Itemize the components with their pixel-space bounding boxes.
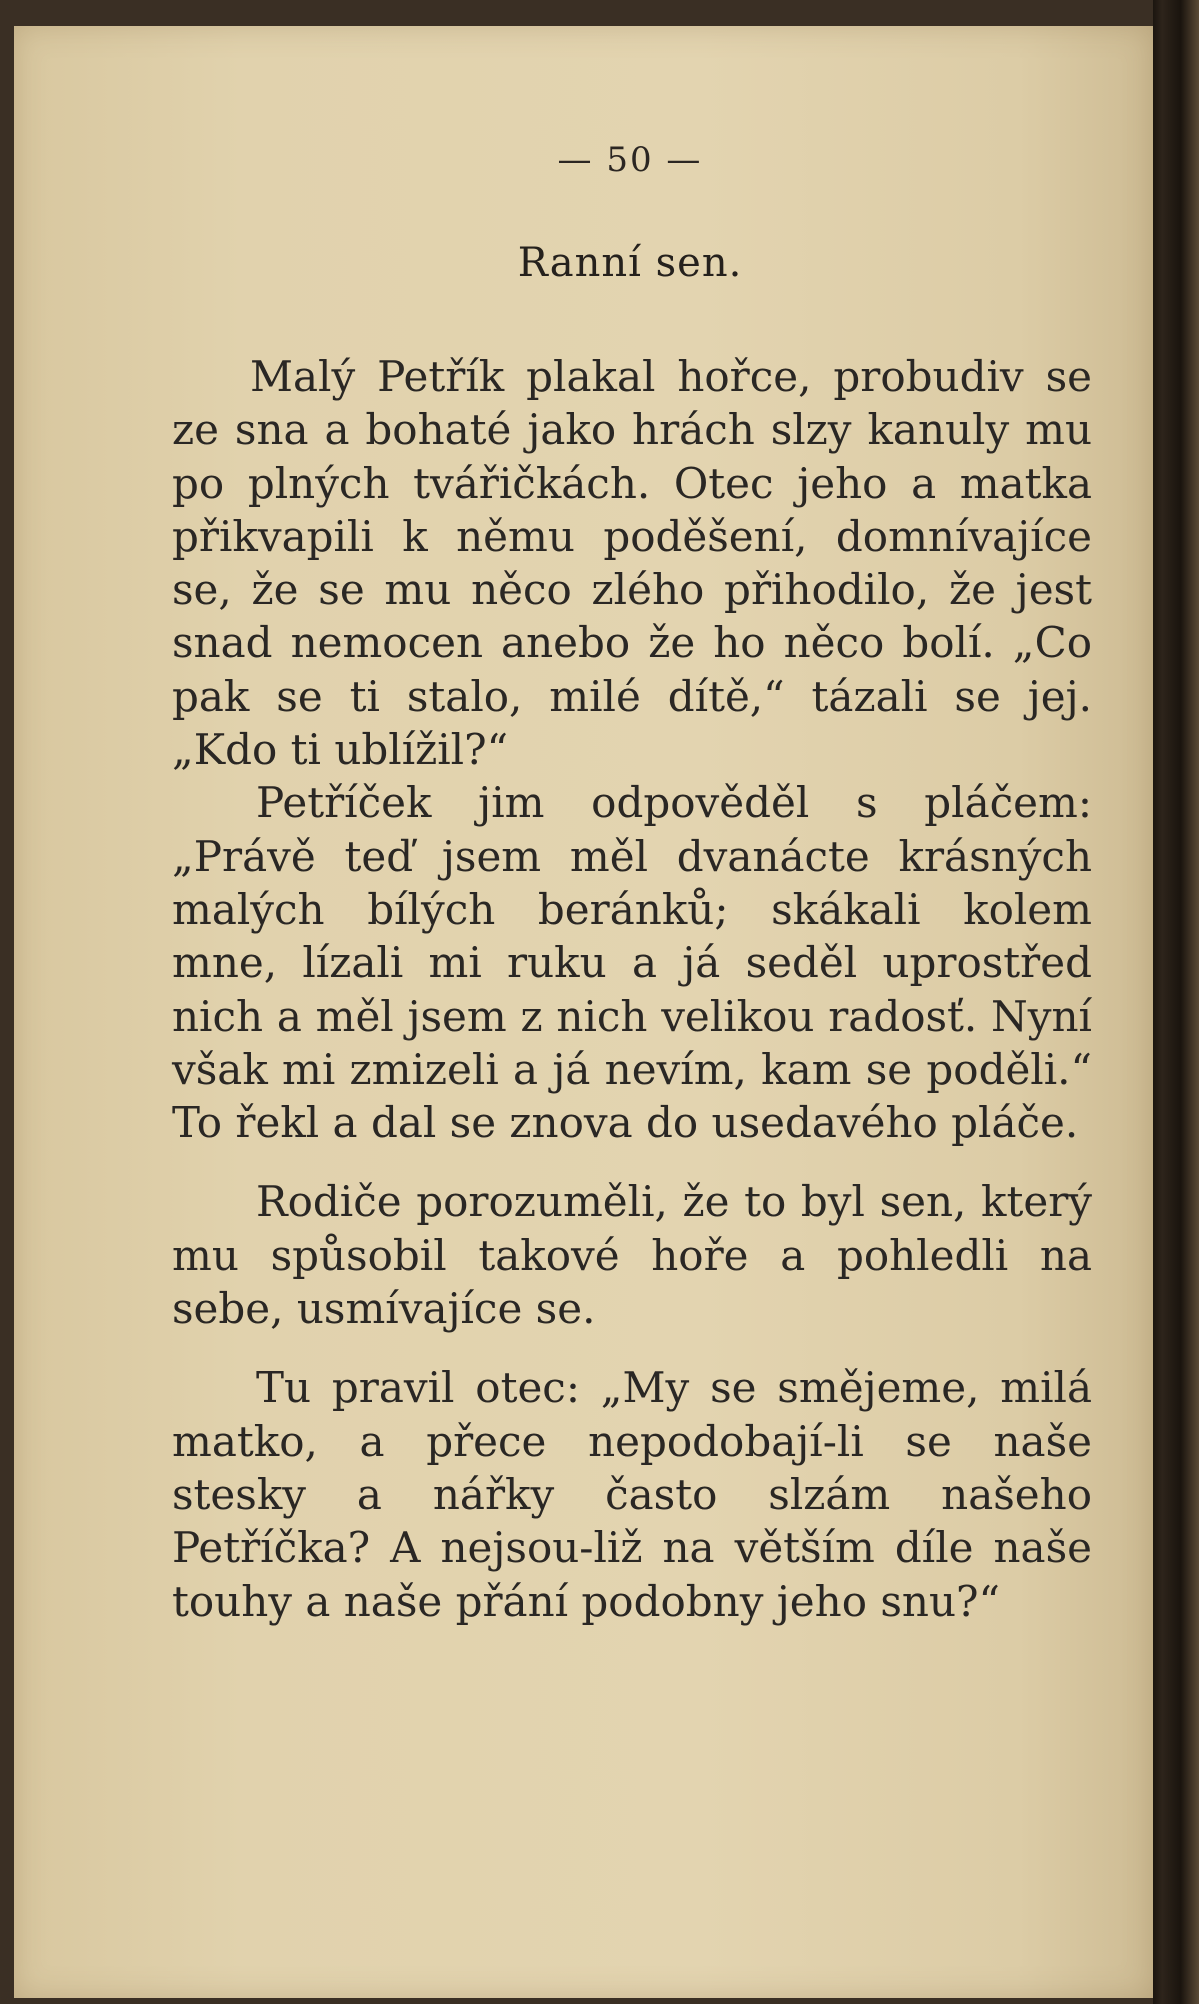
paragraph-1: Malý Petřík plakal hořce, probudiv se ze sna a bohaté jako hrách slzy kanuly mu po plných tvářičkách. Otec jeho a matka přikvapili k němu poděšení, domnívajíce se, že se mu něco zlého přihodilo, že jest snad nemocen anebo že ho něco bolí. „Co pak se ti stalo, milé dítě,“ tázali se jej. „Kdo ti ublížil?“ bbox=[172, 352, 1092, 775]
paragraph-4: Tu pravil otec: „My se smějeme, milá matko, a přece nepodobají-li se naše stesky a nářky často slzám našeho Petříčka? A nejsou-liž na větším díle naše touhy a naše přání podobny jeho snu?“ bbox=[172, 1363, 1092, 1626]
paragraph-3: Rodiče porozuměli, že to byl sen, který mu spůsobil takové hoře a pohledli na sebe, usmívajíce se. bbox=[172, 1177, 1092, 1334]
page-number: — 50 — bbox=[557, 140, 703, 180]
page-edge-binding bbox=[1153, 0, 1199, 2004]
body-text bbox=[172, 350, 1092, 1628]
paragraph-2: Petříček jim odpověděl s pláčem: „Právě teď jsem měl dvanácte krásných malých bílých beránků; skákali kolem mne, lízali mi ruku a já seděl uprostřed nich a měl jsem z nich velikou radosť. Nyní však mi zmizeli a já nevím, kam se poděli.“ To řekl a dal se znova do usedavého pláče. bbox=[172, 778, 1092, 1148]
chapter-title: Ranní sen. bbox=[517, 240, 743, 286]
